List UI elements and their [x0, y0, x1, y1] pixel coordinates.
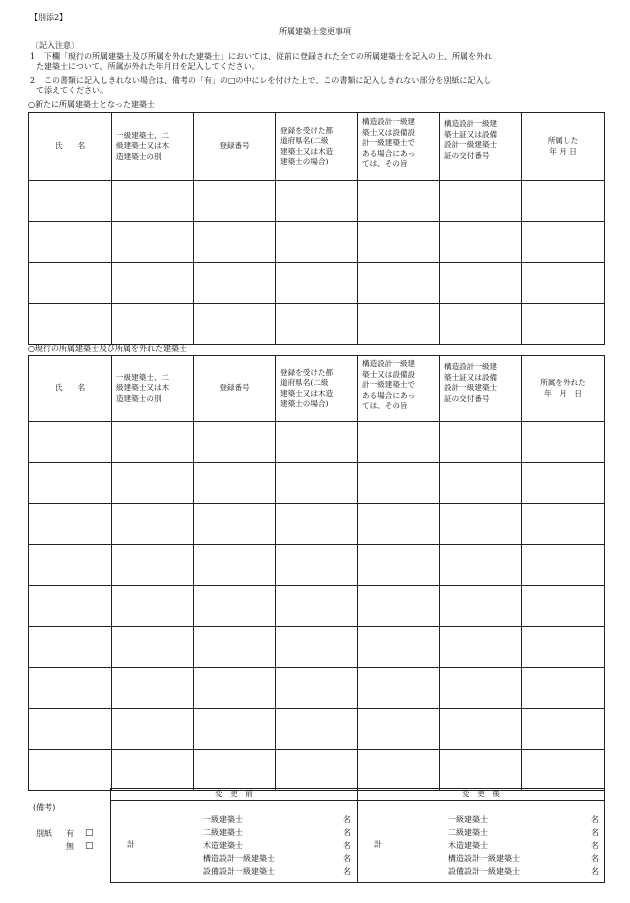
- before-item-3: 木造建築士 名: [203, 840, 351, 850]
- before-item-1: 一級建築士 名: [203, 814, 351, 824]
- header-removed-date: 所属を外れた 年 月 日: [522, 356, 605, 422]
- after-item-4: 構造設計一級建築士 名: [448, 853, 599, 863]
- note-2-line2: て添えてください。: [36, 86, 108, 95]
- after-item-5: 設備設計一級建築士 名: [448, 866, 599, 876]
- table-row: [29, 545, 605, 586]
- attachment-yes-checkbox[interactable]: □: [85, 828, 94, 838]
- after-change-cell: [358, 800, 605, 882]
- after-item-2: 二級建築士 名: [448, 827, 599, 837]
- before-item-4: 構造設計一級建築士 名: [203, 853, 351, 863]
- header-cert-number: 構造設計一級建 築士証又は設備 設計一級建築士 証の交付番号: [440, 113, 522, 181]
- note-1-line1: 下欄「現行の所属建築士及び所属を外れた建築士」においては、従前に登録された全ての所属建築士を記入の上、所属を外れ: [44, 52, 492, 61]
- table-row: [29, 263, 605, 304]
- table-row: [29, 750, 605, 791]
- table-header-row: [29, 356, 605, 422]
- table-row: [29, 504, 605, 545]
- attachment-number: 【別添2】: [30, 13, 68, 22]
- before-change-cell: [111, 800, 358, 882]
- header-name: 氏 名: [29, 113, 112, 181]
- attachment-label: 別紙: [36, 829, 52, 838]
- remarks-label: (備考): [33, 803, 56, 812]
- note-2-number: 2: [30, 76, 36, 85]
- section1-heading: ○新たに所属建築士となった建築士: [28, 100, 155, 109]
- table-row: [29, 304, 605, 345]
- table-row: [29, 709, 605, 750]
- after-change-label: 変 更 後: [358, 789, 605, 801]
- header-affiliated-date: 所属した 年 月 日: [522, 113, 605, 181]
- summary-header-row: [111, 789, 605, 801]
- table-row: [29, 181, 605, 222]
- table-row: [29, 586, 605, 627]
- before-change-label: 変 更 前: [111, 789, 358, 801]
- after-category-list: [448, 815, 599, 877]
- table-header-row: [29, 113, 605, 181]
- before-item-2: 二級建築士 名: [203, 827, 351, 837]
- header-class: 一級建築士、二 級建築士又は木 造建築士の別: [112, 356, 194, 422]
- no-label: 無: [66, 842, 74, 851]
- table-row: [29, 222, 605, 263]
- table-row: [29, 463, 605, 504]
- after-item-1: 一級建築士 名: [448, 814, 599, 824]
- notes-heading: 〔記入注意〕: [31, 41, 79, 50]
- note-2-line1: この書類に記入しきれない場合は、備考の「有」の□の中にレを付けた上で、この書類に記入しきれない部分を別紙に記入し: [44, 76, 492, 85]
- summary-body-row: [111, 800, 605, 882]
- new-architects-table: [28, 112, 605, 345]
- header-name: 氏 名: [29, 356, 112, 422]
- table-row: [29, 668, 605, 709]
- header-prefecture: 登録を受けた都 道府県名(二級 建築士又は木造 建築士の場合): [276, 113, 358, 181]
- table-row: [29, 627, 605, 668]
- after-total-label: 計: [374, 839, 382, 849]
- header-class: 一級建築士、二 級建築士又は木 造建築士の別: [112, 113, 194, 181]
- note-1-line2: た建築士について、所属が外れた年月日を記入してください。: [36, 62, 260, 71]
- before-total-label: 計: [127, 839, 135, 849]
- header-cert-number: 構造設計一級建 築士証又は設備 設計一級建築士 証の交付番号: [440, 356, 522, 422]
- before-item-5: 設備設計一級建築士 名: [203, 866, 351, 876]
- summary-table: [110, 788, 605, 883]
- header-reg-number: 登録番号: [194, 113, 276, 181]
- before-category-list: [203, 815, 351, 877]
- note-1-number: 1: [30, 52, 36, 61]
- header-reg-number: 登録番号: [194, 356, 276, 422]
- section2-heading: ○現行の所属建築士及び所属を外れた建築士: [28, 344, 187, 353]
- current-architects-table: [28, 355, 605, 791]
- attachment-no-checkbox[interactable]: □: [85, 841, 94, 851]
- after-item-3: 木造建築士 名: [448, 840, 599, 850]
- header-special-class: 構造設計一級建 築士又は設備設 計一級建築士で ある場合にあっ ては、その旨: [358, 113, 440, 181]
- header-special-class: 構造設計一級建 築士又は設備設 計一級建築士で ある場合にあっ ては、その旨: [358, 356, 440, 422]
- header-prefecture: 登録を受けた都 道府県名(二級 建築士又は木造 建築士の場合): [276, 356, 358, 422]
- yes-label: 有: [66, 829, 74, 838]
- table-row: [29, 422, 605, 463]
- page-title: 所属建築士変更事項: [279, 27, 351, 36]
